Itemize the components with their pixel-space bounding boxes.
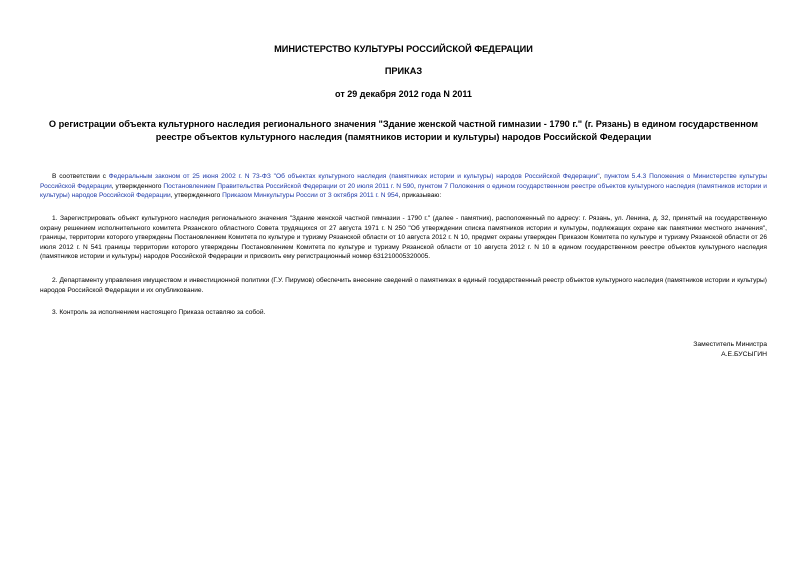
ministry-title: МИНИСТЕРСТВО КУЛЬТУРЫ РОССИЙСКОЙ ФЕДЕРАЦИИ — [274, 44, 533, 54]
order-item-1-text: 1. Зарегистрировать объект культурного наследия регионального значения "Здание женской частной гимназии - 1790 г." (далее - памятник), расположенный по адресу: г. Рязань, ул. Ленина, д. 32, принятый на государственную охрану решением исполнительного комитета Рязанского областного Совета трудящихся от 27 августа 1971 г. N 250 "Об утверждении списка памятников истории и культуры, подлежащих охране как памятники местного значения", границы, территории которого утверждены Постановлением Комитета по культуре и туризму Рязанской области от 10 августа 2012 г. N 10, предмет охраны утвержден Приказом Комитета по культуре и туризму Рязанской области от 26 июля 2012 г. N 541 границы территории которого утверждены Постановлением Комитета по культуре и туризму Рязанской области от 10 августа 2012 г. N 10 в едином государственном реестре объектов культурного наследия (памятников истории и культуры) народов Российской Федерации и присвоить ему регистрационный номер 631210005320005. — [40, 215, 767, 261]
document-type: ПРИКАЗ — [384, 66, 423, 76]
document-subject: О регистрации объекта культурного наследия регионального значения "Здание женской частной гимназии - 1790 г." (г. Рязань) в едином государственном реестре объектов культурного наследия (памятников истории и культуры) народов Российской Федерации — [48, 119, 759, 142]
preamble-text-2: , — [599, 173, 605, 180]
order-item-3-text: 3. Контроль за исполнением настоящего Приказа оставляю за собой. — [52, 309, 266, 316]
preamble-text-6: , приказываю: — [398, 192, 442, 200]
signatory-name: А.Е.БУСЫГИН — [721, 351, 767, 358]
link-government-resolution[interactable]: Постановлением Правительства Российской Федерации от 20 июля 2011 г. N 590 — [163, 182, 414, 190]
order-item-1 — [40, 214, 767, 262]
preamble-text-3: , утвержденного — [111, 182, 164, 190]
link-federal-law[interactable]: Федеральным законом от 25 июня 2002 г. N 73-ФЗ "Об объектах культурного наследия (памятниках истории и культуры) народов Российской Федерации" — [108, 173, 600, 180]
order-item-2 — [40, 276, 767, 295]
preamble-text-5: , утвержденного — [170, 192, 223, 200]
preamble-paragraph — [40, 172, 767, 201]
signatory-position: Заместитель Министра — [693, 341, 767, 348]
order-item-2-text: 2. Департаменту управления имуществом и инвестиционной политики (Г.У. Пирумов) обеспечить внесение сведений о памятниках в единый государственный реестр объектов культурного наследия (памятников истории и культуры) народов Российской Федерации и их опубликование. — [40, 277, 767, 294]
preamble-text-4: , — [413, 182, 418, 190]
link-ministry-regulation[interactable]: пунктом 5.4.3 Положения о Министерстве культуры Российской Федерации — [40, 173, 768, 190]
document-date-number: от 29 декабря 2012 года N 2011 — [335, 89, 472, 99]
link-registry-regulation[interactable]: пунктом 7 Положения о едином государственном реестре объектов культурного наследия (памятников истории и культуры) народов Российской Федерации — [40, 182, 767, 200]
preamble-text-1: В соответствии с — [52, 173, 109, 180]
link-ministry-order[interactable]: Приказом Минкультуры России от 3 октября 2011 г. N 954 — [222, 192, 399, 200]
order-item-3 — [40, 308, 767, 318]
